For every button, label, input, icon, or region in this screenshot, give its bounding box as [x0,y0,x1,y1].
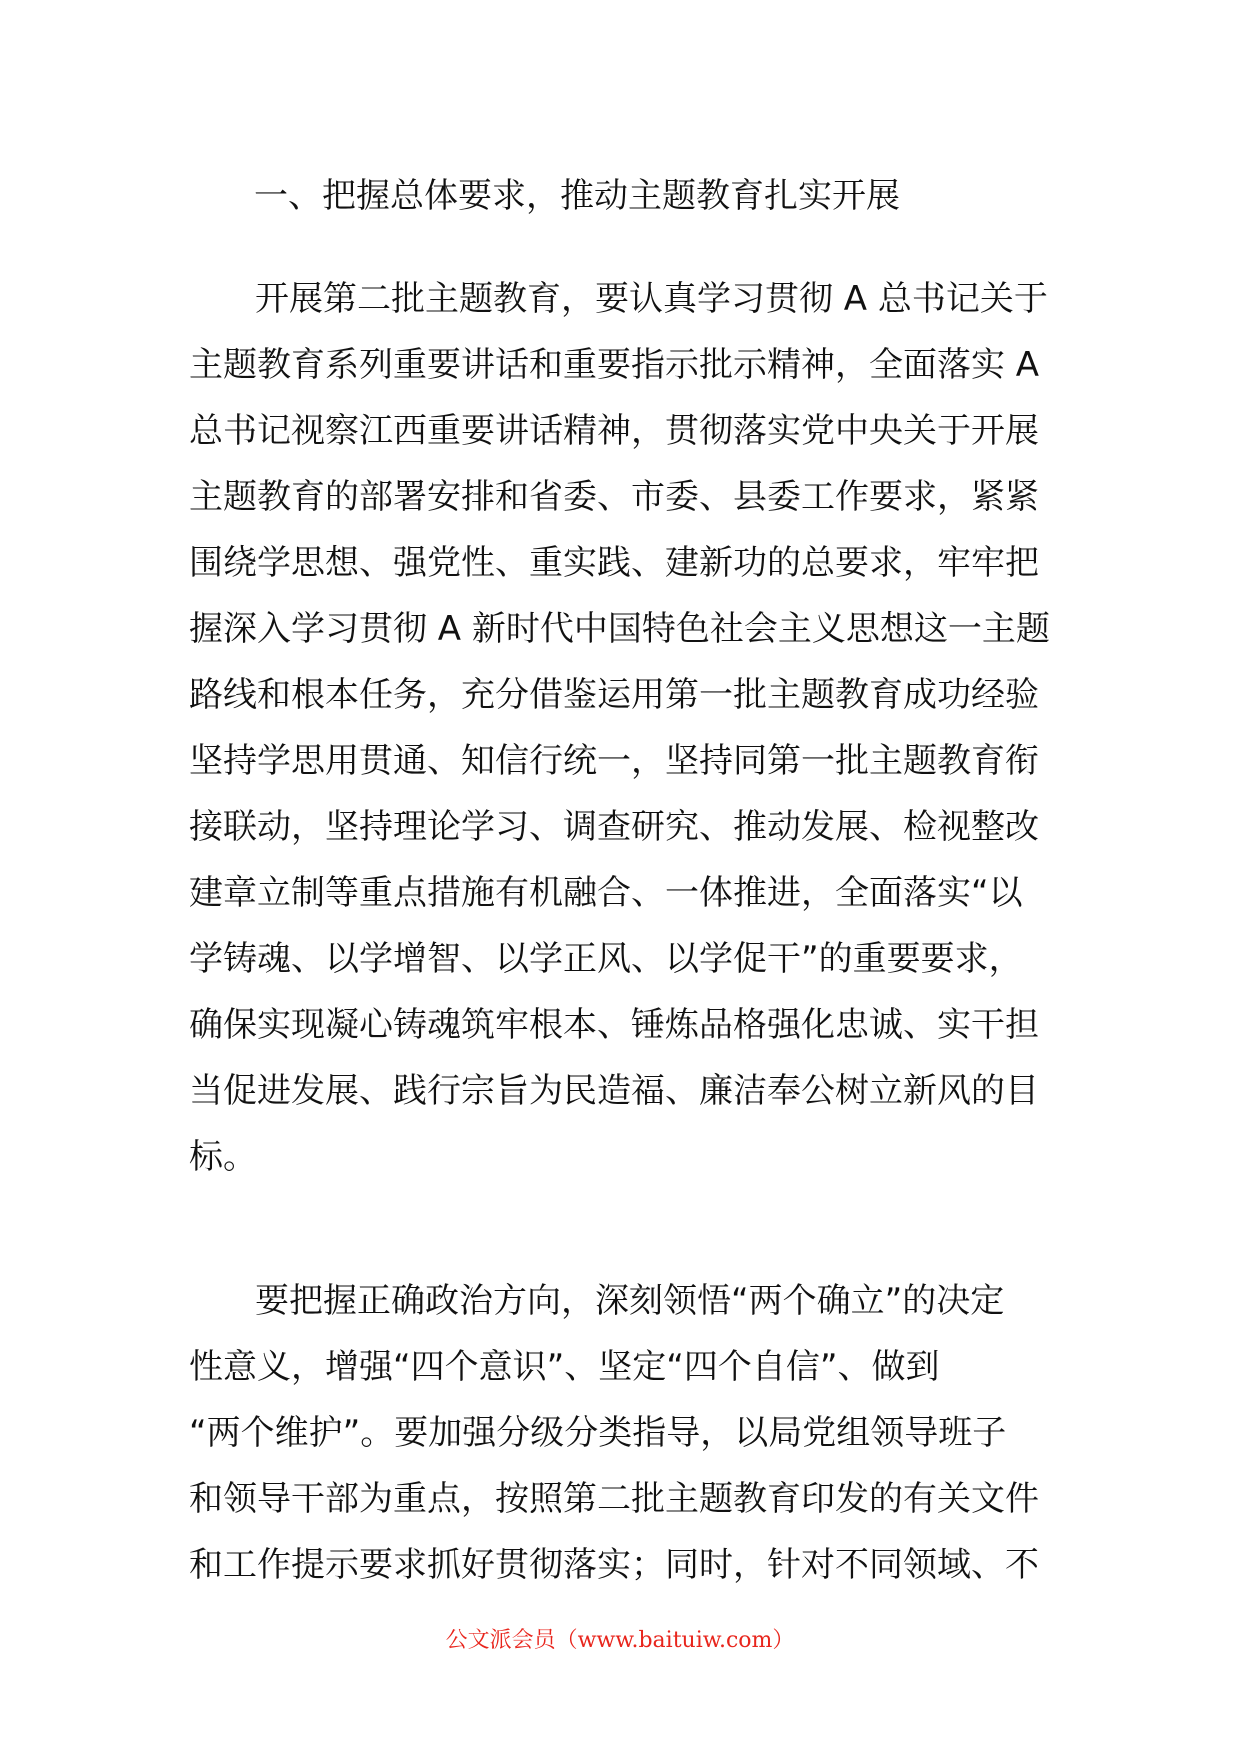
paragraph-line: 握深入学习贯彻 A 新时代中国特色社会主义思想这一主题 [189,609,1050,649]
paragraph-line: 当促进发展、践行宗旨为民造福、廉洁奉公树立新风的目 [189,1071,1039,1111]
paragraph-line: 和工作提示要求抓好贯彻落实；同时，针对不同领域、不 [189,1545,1039,1585]
paragraph-line: 坚持学思用贯通、知信行统一，坚持同第一批主题教育衔 [189,741,1039,781]
paragraph-line: 开展第二批主题教育，要认真学习贯彻 A 总书记关于 [255,279,1048,319]
paragraph-line: “两个维护”。要加强分级分类指导，以局党组领导班子 [189,1413,1007,1453]
paragraph-line: 和领导干部为重点，按照第二批主题教育印发的有关文件 [189,1479,1039,1519]
paragraph-line: 标。 [189,1137,257,1177]
footer-watermark: 公文派会员（www.baituiw.com） [445,1628,795,1653]
section-heading: 一、把握总体要求，推动主题教育扎实开展 [254,176,900,216]
paragraph-2 [189,1268,1055,1598]
paragraph-line: 性意义，增强“四个意识”、坚定“四个自信”、做到 [189,1347,940,1387]
paragraph-1 [189,266,1055,1190]
paragraph-line: 要把握正确政治方向，深刻领悟“两个确立”的决定 [255,1281,1005,1321]
paragraph-line: 主题教育系列重要讲话和重要指示批示精神，全面落实 A [189,345,1040,385]
paragraph-line: 建章立制等重点措施有机融合、一体推进，全面落实“以 [189,873,1023,913]
paragraph-line: 确保实现凝心铸魂筑牢根本、锤炼品格强化忠诚、实干担 [189,1005,1039,1045]
paragraph-line: 接联动，坚持理论学习、调查研究、推动发展、检视整改 [189,807,1039,847]
paragraph-line: 主题教育的部署安排和省委、市委、县委工作要求，紧紧 [189,477,1039,517]
paragraph-line: 总书记视察江西重要讲话精神，贯彻落实党中央关于开展 [189,411,1039,451]
paragraph-line: 学铸魂、以学增智、以学正风、以学促干”的重要要求， [189,939,1023,979]
paragraph-line: 路线和根本任务，充分借鉴运用第一批主题教育成功经验 [189,675,1039,715]
paragraph-line: 围绕学思想、强党性、重实践、建新功的总要求，牢牢把 [189,543,1039,583]
